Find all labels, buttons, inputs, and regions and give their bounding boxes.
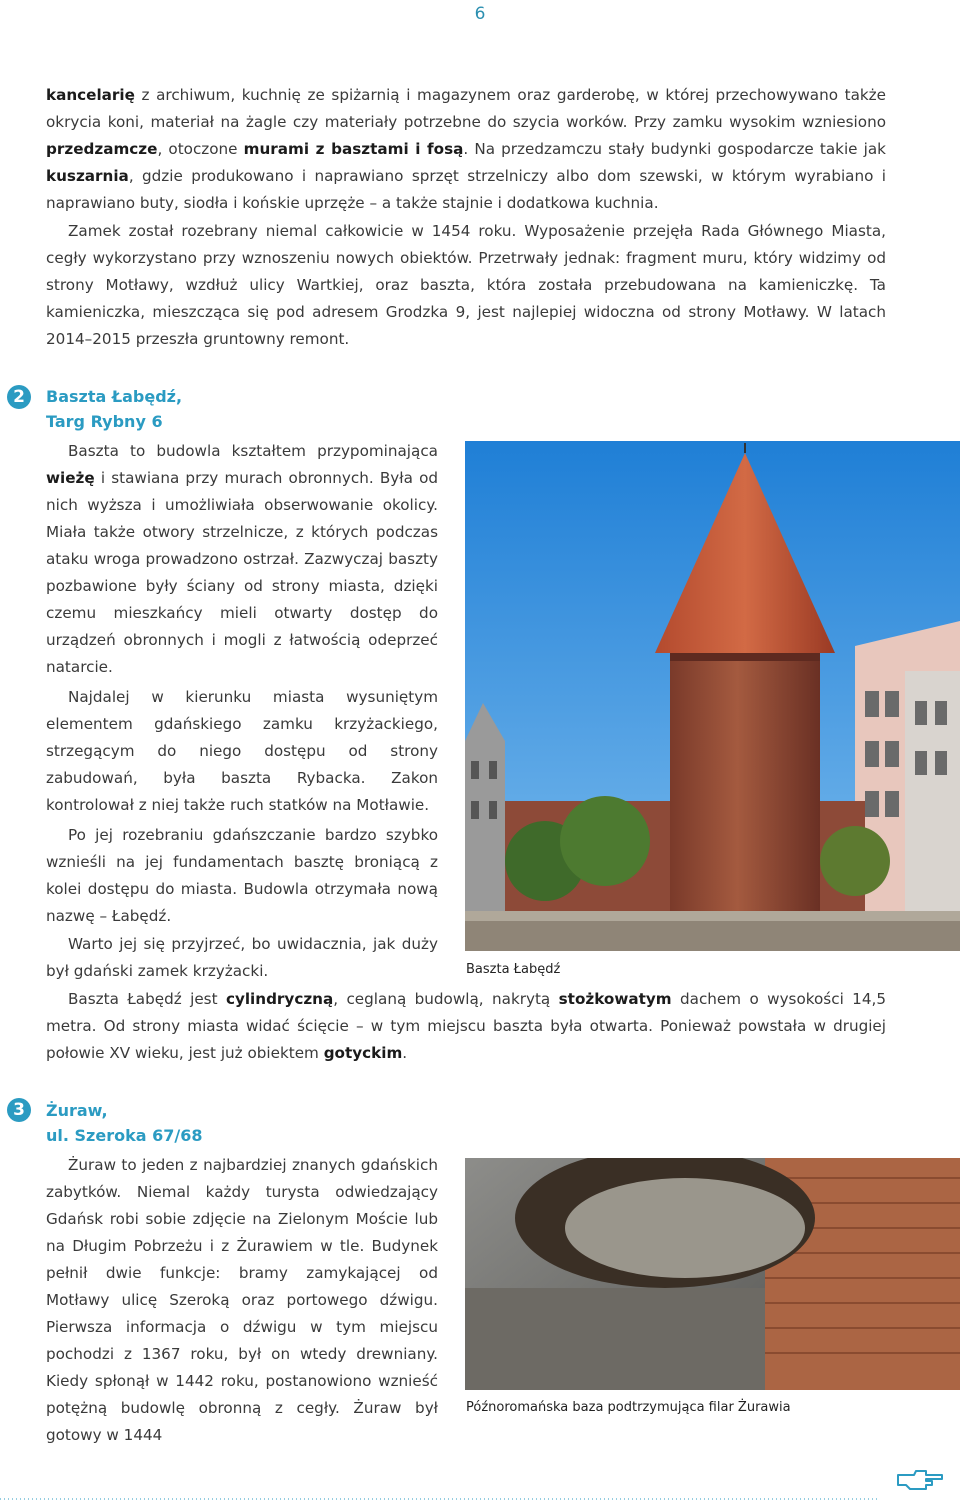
tower-photo-caption: Baszta Łabędź [466, 962, 561, 977]
crane-base-photo [465, 1158, 960, 1390]
page-number: 6 [474, 4, 486, 24]
section-2-paragraph-1: Baszta to budowla kształtem przypominająca wieżę i stawiana przy murach obronnych. Była od nich wyższa i umożliwiała obserwowanie okolicy. Miała także otwory strzelnicze, z których podczas ataku wroga prowadzono ostrzał. Zazwyczaj baszty pozbawione były ściany od strony miasta, dzięki czemu mieszkańcy mieli otwarty dostęp do urządzeń obronnych i mogli z łatwością odeprzeć natarcie. [46, 442, 438, 676]
crane-photo-caption: Późnoromańska baza podtrzymująca filar Żurawia [466, 1400, 791, 1415]
section-number-badge-3: 3 [7, 1098, 31, 1122]
section-2-paragraph-4: Warto jej się przyjrzeć, bo uwidacznia, jak duży był gdański zamek krzyżacki. [46, 935, 438, 980]
intro-paragraph-1: kancelarię z archiwum, kuchnię ze spiżarnią i magazynem oraz garderobę, w której przechowywano także okrycia koni, materiał na żagle czy materiały potrzebne do szycia worków. Przy zamku wysokim wzniesiono przedzamcze, otoczone murami z basztami i fosą. Na przedzamczu stały budynki gospodarcze takie jak kuszarnia, gdzie produkowano i naprawiano sprzęt strzelniczy albo dom szewski, w którym wyrabiano i naprawiano buty, siodła i końskie uprzęże – a także stajnie i dodatkowa kuchnia. [46, 86, 886, 212]
section-2-heading: Baszta Łabędź, Targ Rybny 6 [46, 387, 183, 431]
footer-rule [0, 1473, 960, 1503]
section-number-badge: 2 [7, 385, 31, 409]
section-2-paragraph-3: Po jej rozebraniu gdańszczanie bardzo szybko wznieśli na jej fundamentach basztę broniącą z kolei dostępu do miasta. Budowla otrzymała nową nazwę – Łabędź. [46, 826, 438, 925]
pointing-hand-icon[interactable] [896, 1467, 944, 1497]
term-kancelaria: kancelarię [46, 86, 135, 104]
section-3-heading: Żuraw, ul. Szeroka 67/68 [46, 1101, 203, 1145]
tower-photo [465, 441, 960, 951]
section-2-paragraph-2: Najdalej w kierunku miasta wysuniętym elementem gdańskiego zamku krzyżackiego, strzegącym do niego dostępu od strony zabudowań, była baszta Rybacka. Zakon kontrolował z niej także ruch statków na Motławie. [46, 688, 438, 814]
section-3-paragraph-1: Żuraw to jeden z najbardziej znanych gdańskich zabytków. Niemal każdy turysta odwiedzający Gdańsk robi sobie zdjęcie na Zielonym Moście lub na Długim Pobrzeżu i z Żurawiem w tle. Budynek pełnił dwie funkcje: bramy zamykającej od Motławy ulicę Szeroką oraz portowego dźwigu. Pierwsza informacja o dźwigu w tym miejscu pochodzi z 1367 roku, był on wtedy drewniany. Kiedy spłonął w 1442 roku, postanowiono wznieść potężną budowlę obronną z cegły. Żuraw był gotowy w 1444 [46, 1156, 438, 1444]
intro-paragraph-2: Zamek został rozebrany niemal całkowicie w 1454 roku. Wyposażenie przejęła Rada Głównego Miasta, cegły wykorzystano przy wznoszeniu nowych obiektów. Przetrwały jednak: fragment muru, który widzimy od strony Motławy, wzdłuż ulicy Wartkiej, oraz baszta, która została przebudowana na kamieniczkę. Ta kamieniczka, mieszcząca się pod adresem Grodzka 9, jest najlepiej widoczna od strony Motławy. W latach 2014–2015 przeszła gruntowny remont. [46, 222, 886, 348]
section-2-paragraph-5: Baszta Łabędź jest cylindryczną, ceglaną budowlą, nakrytą stożkowatym dachem o wysokości 14,5 metra. Od strony miasta widać ścięcie – w tym miejscu baszta była otwarta. Ponieważ powstała w drugiej połowie XV wieku, jest już obiektem gotyckim. [46, 990, 886, 1062]
